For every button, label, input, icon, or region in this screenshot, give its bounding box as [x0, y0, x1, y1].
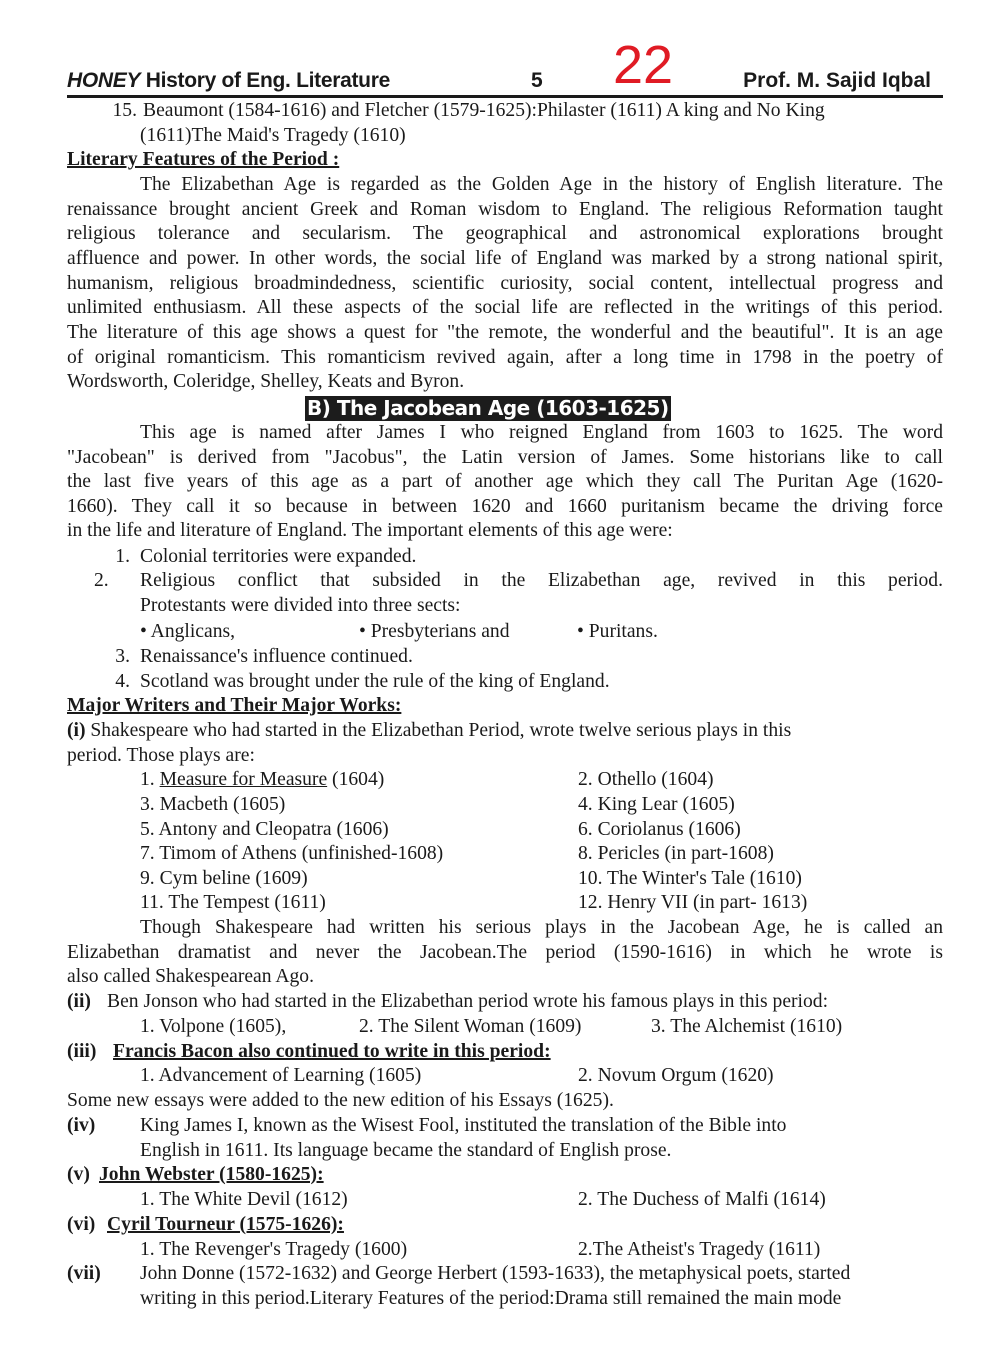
paragraph-line: renaissance brought ancient Greek and Roman wisdom to England. The religious Reformation taught: [67, 199, 943, 220]
paragraph-line: This age is named after James I who reigned England from 1603 to 1625. The word: [140, 422, 943, 443]
play-item: 1. Measure for Measure (1604): [140, 769, 385, 790]
list-number: 15.: [112, 100, 137, 121]
play-item: 4. King Lear (1605): [578, 794, 735, 815]
list-number: 1.: [115, 546, 130, 567]
paragraph-line: of original romanticism. This romanticism revived again, after a long time in 1798 in the poetry of: [67, 347, 943, 368]
paragraph-line: Some new essays were added to the new edition of his Essays (1625).: [67, 1090, 614, 1111]
sect-puritans: • Puritans.: [577, 621, 658, 642]
writer-heading: John Webster (1580-1625):: [99, 1164, 324, 1185]
list-text: Scotland was brought under the rule of the king of England.: [140, 671, 610, 692]
writer-text: King James I, known as the Wisest Fool, instituted the translation of the Bible into: [140, 1115, 787, 1136]
roman-label: (i): [67, 720, 86, 741]
paragraph-line: humanism, religious broadmindedness, scientific curiosity, social content, intellectual progress and: [67, 273, 943, 294]
play-item: 10. The Winter's Tale (1610): [578, 868, 802, 889]
paragraph-line: affluence and power. In other words, the social life of England was marked by a strong national spirit,: [67, 248, 943, 269]
sect-anglicans: • Anglicans,: [140, 621, 236, 642]
writer-donne: [67, 1262, 850, 1287]
paragraph-line: religious tolerance and secularism. The geographical and astronomical explorations brought: [67, 223, 943, 244]
list-text: Renaissance's influence continued.: [140, 646, 413, 667]
list-text: Beaumont (1584-1616) and Fletcher (1579-1625):Philaster (1611) A king and No King: [143, 100, 825, 121]
list-number: 4.: [115, 671, 130, 692]
list-item-15: [97, 99, 825, 124]
roman-label: (v): [67, 1164, 90, 1185]
play-item: 5. Antony and Cleopatra (1606): [140, 819, 389, 840]
writer-text: Shakespeare who had started in the Elizabethan Period, wrote twelve serious plays in this: [85, 720, 792, 741]
paragraph-line: The literature of this age shows a quest for "the remote, the wonderful and the beautiful". It is an age: [67, 322, 943, 343]
list-item-4: [94, 670, 610, 695]
writer-jonson: [67, 990, 828, 1015]
play-item: 6. Coriolanus (1606): [578, 819, 741, 840]
work-item: 1. Advancement of Learning (1605): [140, 1065, 422, 1086]
play-item: 7. Timom of Athens (unfinished-1608): [140, 843, 444, 864]
work-item: 1. The Revenger's Tragedy (1600): [140, 1239, 408, 1260]
list-item-1: [94, 545, 416, 570]
writer-heading: Francis Bacon also continued to write in this period:: [113, 1041, 551, 1062]
work-item: 1. The White Devil (1612): [140, 1189, 348, 1210]
play-item: 3. Macbeth (1605): [140, 794, 286, 815]
paragraph-line: Elizabethan dramatist and never the Jacobean.The period (1590-1616) in which he wrote is: [67, 942, 943, 963]
play-title-underlined: Measure for Measure: [159, 769, 328, 790]
list-text: Religious conflict that subsided in the Elizabethan age, revived in this period.: [140, 570, 943, 591]
writer-bacon: [67, 1040, 551, 1065]
paragraph-line: Though Shakespeare had written his serious plays in the Jacobean Age, he is called an: [140, 917, 943, 938]
paragraph-line: "Jacobean" is derived from "Jacobus", the Latin version of James. Some historians like to call: [67, 447, 943, 468]
header-rule: [67, 95, 943, 98]
work-item: 3. The Alchemist (1610): [651, 1016, 843, 1037]
section-heading-major-writers: Major Writers and Their Major Works:: [67, 695, 402, 716]
roman-label: (vii): [67, 1263, 101, 1284]
list-text: Colonial territories were expanded.: [140, 546, 417, 567]
section-heading-literary-features: Literary Features of the Period :: [67, 149, 340, 170]
play-item: 2. Othello (1604): [578, 769, 714, 790]
author-name: Prof. M. Sajid Iqbal: [743, 69, 931, 92]
book-title-brand: HONEY: [67, 69, 141, 92]
work-item: 2.The Atheist's Tragedy (1611): [578, 1239, 821, 1260]
page-header: [67, 35, 943, 96]
book-title-text: History of Eng. Literature: [140, 69, 390, 92]
section-heading-jacobean-age: B) The Jacobean Age (1603-1625): [307, 396, 669, 420]
play-item: 11. The Tempest (1611): [140, 892, 326, 913]
writer-text-cont: period. Those plays are:: [67, 745, 255, 766]
list-text-cont: Protestants were divided into three sects:: [140, 595, 461, 616]
writer-text: John Donne (1572-1632) and George Herbert (1593-1633), the metaphysical poets, started: [140, 1263, 851, 1284]
chapter-number: 22: [613, 35, 674, 95]
play-item: 9. Cym beline (1609): [140, 868, 308, 889]
roman-label: (iii): [67, 1041, 97, 1062]
roman-label: (ii): [67, 991, 91, 1012]
paragraph-line: unlimited enthusiasm. All these aspects of the social life are reflected in the writings of this period.: [67, 297, 943, 318]
paragraph-line: the last five years of this age as a part of another age which they call The Puritan Age (1620-: [67, 471, 943, 492]
writer-text-cont: English in 1611. Its language became the standard of English prose.: [140, 1140, 672, 1161]
writer-webster: [67, 1163, 324, 1188]
work-item: 2. Novum Orgum (1620): [578, 1065, 774, 1086]
writer-text-cont: writing in this period.Literary Features of the period:Drama still remained the main mode: [140, 1288, 842, 1309]
work-item: 2. The Duchess of Malfi (1614): [578, 1189, 826, 1210]
writer-shakespeare: [67, 719, 791, 744]
writer-tourneur: [67, 1213, 344, 1238]
roman-label: (iv): [67, 1115, 96, 1136]
writer-text: Ben Jonson who had started in the Elizabethan period wrote his famous plays in this period:: [107, 991, 829, 1012]
list-item-2: [94, 569, 943, 594]
list-text-cont: (1611)The Maid's Tragedy (1610): [140, 125, 406, 146]
writer-heading: Cyril Tourneur (1575-1626):: [107, 1214, 344, 1235]
work-item: 2. The Silent Woman (1609): [359, 1016, 582, 1037]
play-item: 8. Pericles (in part-1608): [578, 843, 774, 864]
paragraph-line: 1660). They call it so because in between 1620 and 1660 puritanism became the driving force: [67, 496, 943, 517]
list-item-3: [94, 645, 413, 670]
paragraph-line: Wordsworth, Coleridge, Shelley, Keats and Byron.: [67, 371, 465, 392]
roman-label: (vi): [67, 1214, 96, 1235]
paragraph-line: The Elizabethan Age is regarded as the Golden Age in the history of English literature. The: [140, 174, 943, 195]
page-number: 5: [531, 69, 543, 92]
book-title: [67, 69, 390, 93]
play-item: 12. Henry VII (in part- 1613): [578, 892, 808, 913]
sect-presbyterians: • Presbyterians and: [359, 621, 510, 642]
paragraph-line: in the life and literature of England. The important elements of this age were:: [67, 520, 673, 541]
list-number: 2.: [94, 570, 109, 591]
writer-james: [67, 1114, 786, 1139]
work-item: 1. Volpone (1605),: [140, 1016, 287, 1037]
list-number: 3.: [115, 646, 130, 667]
paragraph-line: also called Shakespearean Ago.: [67, 966, 315, 987]
